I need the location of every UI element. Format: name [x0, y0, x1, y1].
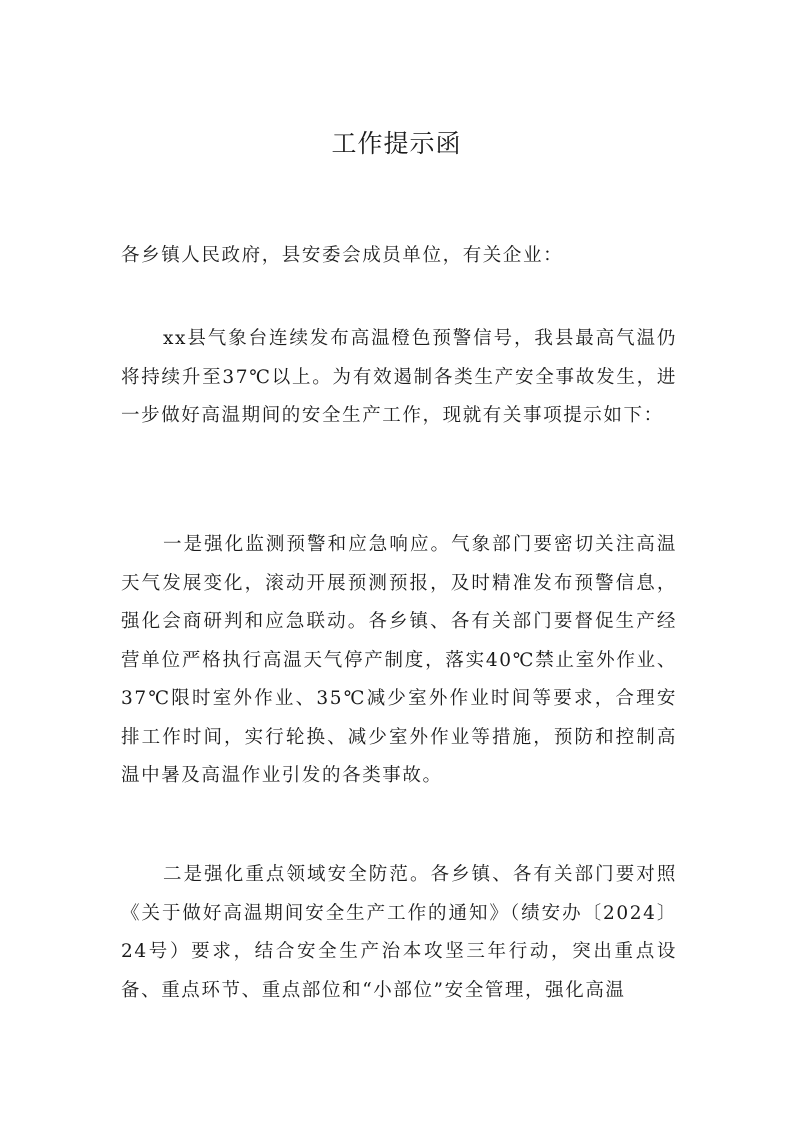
paragraph-monitoring: 一是强化监测预警和应急响应。气象部门要密切关注高温天气发展变化，滚动开展预测预报，及时精准发布预警信息，强化会商研判和应急联动。各乡镇、各有关部门要督促生产经营单位严格执行高温天气停产制度，落实40℃禁止室外作业、37℃限时室外作业、35℃减少室外作业时间等要求，合理安排工作时间，实行轮换、减少室外作业等措施，预防和控制高温中暑及高温作业引发的各类事故。	[121, 534, 677, 786]
paragraph-key-areas: 二是强化重点领域安全防范。各乡镇、各有关部门要对照《关于做好高温期间安全生产工作的通知》（绩安办〔2024〕24号）要求，结合安全生产治本攻坚三年行动，突出重点设备、重点环节、重点部位和“小部位”安全管理，强化高温	[121, 864, 677, 1001]
paragraph-intro: xx县气象台连续发布高温橙色预警信号，我县最高气温仍将持续升至37℃以上。为有效遏制各类生产安全事故发生，进一步做好高温期间的安全生产工作，现就有关事项提示如下：	[121, 328, 677, 426]
salutation: 各乡镇人民政府，县安委会成员单位，有关企业：	[121, 245, 564, 266]
document-title: 工作提示函	[331, 129, 462, 158]
